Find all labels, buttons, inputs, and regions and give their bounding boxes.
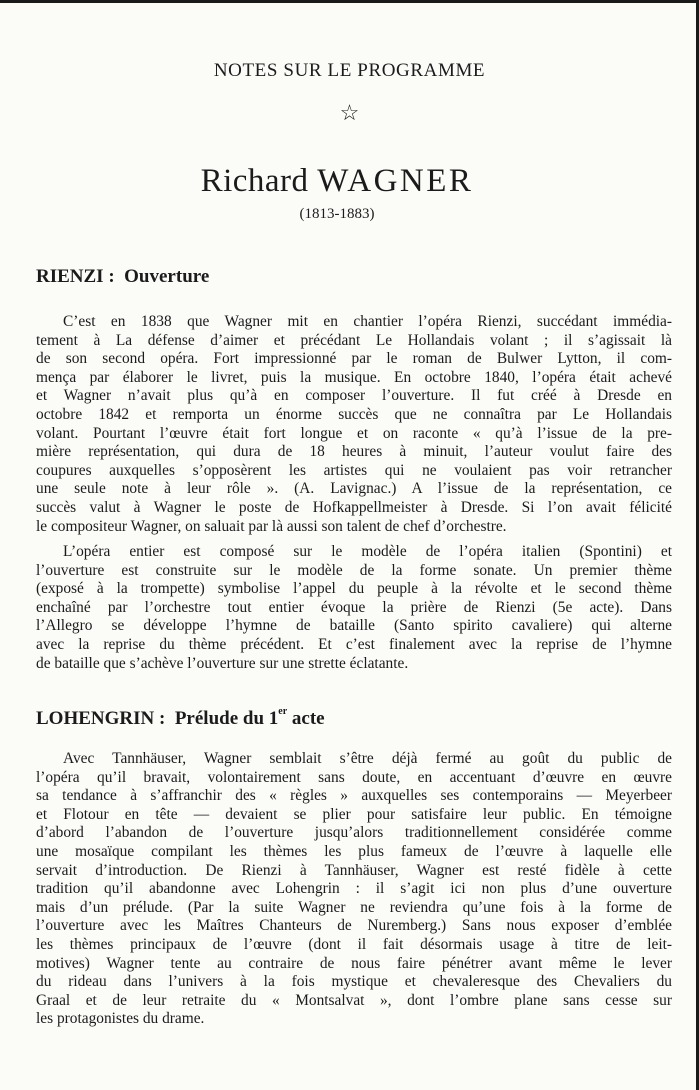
- text-line: d’abord l’abandon de l’ouverture jusqu’alors traditionnellement considérée comme: [36, 824, 672, 842]
- section-title: LOHENGRIN :: [36, 708, 166, 729]
- text-line: l’Allegro se développe l’hymne de bataille (Santo spirito cavaliere) qui alterne: [36, 617, 672, 635]
- text-line: une mosaïque compilant les thèmes les plus fameux de l’œuvre à laquelle elle: [36, 842, 672, 860]
- scan-edge-top: [0, 0, 699, 3]
- text-line: (exposé à la trompette) symbolise l’appel du peuple à la révolte et le second thème: [36, 580, 672, 598]
- text-line: Avec Tannhäuser, Wagner semblait s’être déjà fermé au goût du public de: [63, 750, 672, 767]
- text-line: de son second opéra. Fort impressionné par le roman de Bulwer Lytton, il com-: [36, 350, 672, 368]
- text-line: les thèmes principaux de l’œuvre (dont il fait désormais usage à titre de leit-: [36, 935, 672, 953]
- text-line: octobre 1842 et remporta un énorme succès que ne connaîtra par Le Hollandais: [36, 405, 672, 423]
- section-subtitle: Ouverture: [124, 266, 210, 287]
- rienzi-paragraph-2: [36, 543, 672, 673]
- text-line: succès valut à Wagner le poste de Hofkappellmeister à Dresde. Si l’on avait félicité: [36, 498, 672, 516]
- star-ornament-icon: ☆: [339, 100, 360, 125]
- text-line: l’opéra qu’il bravait, volontairement sans doute, en accentuant d’œuvre en œuvre: [36, 768, 672, 786]
- section-heading-rienzi: [36, 266, 209, 288]
- text-line: mière représentation, qui dura de 18 heures à minuit, l’auteur voulut faire des: [36, 443, 672, 461]
- rienzi-paragraph-1: [36, 313, 672, 536]
- text-line: les protagonistes du drame.: [36, 1010, 205, 1028]
- text-line: motives) Wagner tente au contraire de nous faire pénétrer avant même le lever: [36, 954, 672, 972]
- text-line: l’ouverture est construite sur le modèle de la forme sonate. Un premier thème: [36, 561, 672, 579]
- section-subtitle: Prélude du 1er acte: [174, 706, 325, 729]
- text-line: et Wagner n’avait plus qu’à en composer l’ouverture. Il fut créé à Dresde en: [36, 387, 672, 405]
- composer-dates: (1813-1883): [299, 206, 375, 222]
- text-line: mença par élaborer le livret, puis la musique. En octobre 1840, l’opéra était achevé: [36, 368, 672, 386]
- text-line: du rideau dans l’univers à la fois mystique et chevaleresque des Chevaliers du: [36, 973, 672, 991]
- composer-last-name: WAGNER: [317, 163, 474, 199]
- text-line: et Flotour en tête — devaient se plier pour satisfaire leur public. En témoigne: [36, 805, 672, 823]
- section-title: RIENZI :: [36, 266, 115, 287]
- section-heading-lohengrin: [36, 708, 325, 730]
- text-line: mais d’un prélude. (Par la suite Wagner ne reviendra qu’une fois à la forme de: [36, 898, 672, 916]
- text-line: sa tendance à s’affranchir des « règles » auxquelles ses contemporains — Meyerbeer: [36, 787, 672, 805]
- text-line: servait d’introduction. De Rienzi à Tannhäuser, Wagner est resté fidèle à cette: [36, 861, 672, 879]
- text-line: volant. Pourtant l’œuvre était fort longue et on raconte « qu’à l’issue de la pre-: [36, 424, 672, 442]
- text-line: Graal et de leur retraite du « Montsalvat », dont l’ombre plane sans cesse sur: [36, 991, 672, 1009]
- text-line: L’opéra entier est composé sur le modèle de l’opéra italien (Spontini) et: [63, 543, 672, 560]
- text-line: avec la reprise du thème précédent. Et c’est finalement avec la reprise de l’hymne: [36, 635, 672, 653]
- composer-name: [0, 163, 674, 200]
- text-line: C’est en 1838 que Wagner mit en chantier l’opéra Rienzi, succédant immédia-: [63, 313, 672, 330]
- text-line: le compositeur Wagner, on saluait par là aussi son talent de chef d’orchestre.: [36, 517, 507, 535]
- page-header-title: NOTES SUR LE PROGRAMME: [213, 60, 486, 81]
- lohengrin-paragraph-1: [36, 750, 672, 1029]
- text-line: tradition qu’il abandonne avec Lohengrin : il s’agit ici non plus d’une ouverture: [36, 880, 672, 898]
- text-line: enchaîné par l’orchestre tout entier évoque la prière de Rienzi (5e acte). Dans: [36, 598, 672, 616]
- text-line: l’ouverture avec les Maîtres Chanteurs de Nuremberg.) Sans nous exposer d’emblée: [36, 917, 672, 935]
- text-line: tement à La défense d’aimer et précédant Le Hollandais volant ; il s’agissait là: [36, 331, 672, 349]
- text-line: coupures auxquelles s’opposèrent les artistes qui ne voulaient pas voir retrancher: [36, 461, 672, 479]
- composer-first-name: Richard: [200, 163, 309, 199]
- text-line: une seule note à leur rôle ». (A. Lavignac.) A l’issue de la représentation, ce: [36, 480, 672, 498]
- text-line: de bataille que s’achève l’ouverture sur une strette éclatante.: [36, 654, 409, 672]
